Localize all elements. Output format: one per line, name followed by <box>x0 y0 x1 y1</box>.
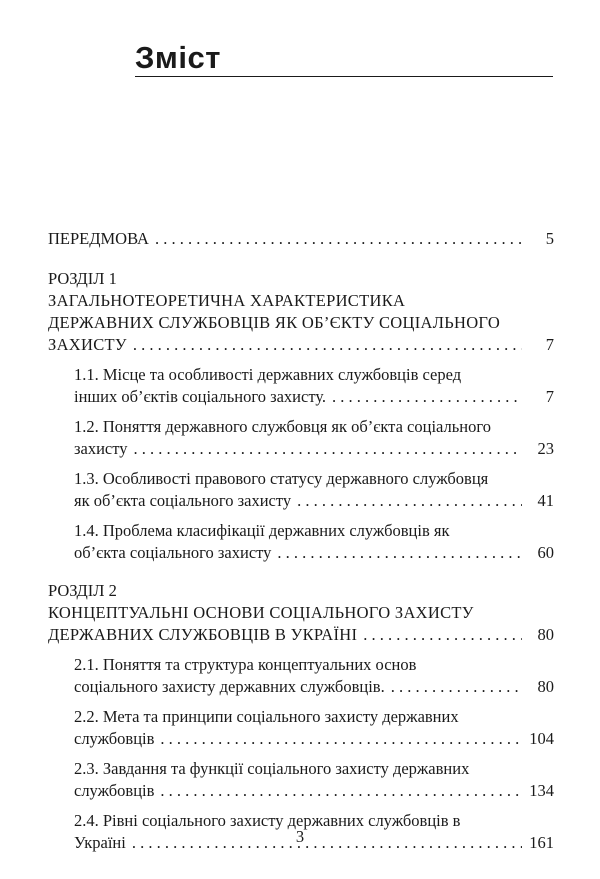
toc-entry-preface[interactable] <box>48 228 554 250</box>
toc-entry-title: 2.3. Завдання та функції соціального захисту державних <box>74 759 470 778</box>
toc-entry-title: 1.1. Місце та особливості державних службовців серед <box>74 365 462 384</box>
toc-entry-title: ЗАХИСТУ <box>48 335 127 354</box>
toc-page-number: 80 <box>537 625 554 644</box>
toc-entry-title-cont: інших об’єктів соціального захисту. <box>74 387 327 406</box>
dot-leader <box>133 334 522 356</box>
toc-entry-title: 1.3. Особливості правового статусу державного службовця <box>74 469 489 488</box>
chapter-1-title-line: ДЕРЖАВНИХ СЛУЖБОВЦІВ ЯК ОБ’ЄКТУ СОЦІАЛЬНОГО <box>48 313 501 332</box>
toc-entry-title-cont: об’єкта соціального захисту <box>74 543 272 562</box>
dot-leader <box>155 228 522 250</box>
toc-entry-title: ДЕРЖАВНИХ СЛУЖБОВЦІВ В УКРАЇНІ <box>48 625 358 644</box>
chapter-1-label: РОЗДІЛ 1 <box>48 269 117 288</box>
toc-entry-title-cont: захисту <box>74 439 128 458</box>
toc-page-number: 104 <box>529 729 554 748</box>
toc-entry-title: 1.2. Поняття державного службовця як об’єкта соціального <box>74 417 491 436</box>
toc-page-number: 5 <box>545 229 554 248</box>
toc-entry-title-cont: як об’єкта соціального захисту <box>74 491 292 510</box>
toc-entry-title: 2.1. Поняття та структура концептуальних основ <box>74 655 417 674</box>
dot-leader <box>160 728 522 750</box>
toc-entry-1-3[interactable] <box>74 468 554 512</box>
page-number: 3 <box>295 827 305 846</box>
dot-leader <box>134 438 523 460</box>
toc-entry-2-2[interactable] <box>74 706 554 750</box>
toc-entry-2-3[interactable] <box>74 758 554 802</box>
toc-entry-2-1[interactable] <box>74 654 554 698</box>
page-heading: Зміст <box>135 40 221 75</box>
table-of-contents <box>48 228 554 854</box>
toc-entry-title-cont: Україні <box>74 833 126 852</box>
heading-rule <box>135 76 553 77</box>
dot-leader <box>332 386 522 408</box>
toc-entry-title: 1.4. Проблема класифікації державних службовців як <box>74 521 450 540</box>
toc-page-number: 134 <box>529 781 554 800</box>
toc-entry-1-1[interactable] <box>74 364 554 408</box>
dot-leader <box>391 676 522 698</box>
toc-page-number: 41 <box>537 491 554 510</box>
toc-page-number: 7 <box>545 335 554 354</box>
toc-entry-1-4[interactable] <box>74 520 554 564</box>
chapter-2-label: РОЗДІЛ 2 <box>48 581 117 600</box>
toc-entry-title: ПЕРЕДМОВА <box>48 229 149 248</box>
toc-entry-title: 2.2. Мета та принципи соціального захисту державних <box>74 707 459 726</box>
toc-entry-title-cont: службовців <box>74 729 155 748</box>
chapter-1-title-line: ЗАГАЛЬНОТЕОРЕТИЧНА ХАРАКТЕРИСТИКА <box>48 291 406 310</box>
toc-entry-chapter-2[interactable] <box>48 624 554 646</box>
toc-page-number: 161 <box>529 833 554 852</box>
toc-entry-1-2[interactable] <box>74 416 554 460</box>
dot-leader <box>277 542 522 564</box>
toc-entry-title-cont: службовців <box>74 781 155 800</box>
dot-leader <box>297 490 522 512</box>
dot-leader <box>363 624 522 646</box>
toc-page-number: 23 <box>537 439 554 458</box>
toc-page-number: 7 <box>545 387 554 406</box>
toc-page-number: 60 <box>537 543 554 562</box>
toc-entry-title-cont: соціального захисту державних службовців. <box>74 677 385 696</box>
toc-entry-title: 2.4. Рівні соціального захисту державних службовців в <box>74 811 461 830</box>
dot-leader <box>160 780 522 802</box>
chapter-2-title-line: КОНЦЕПТУАЛЬНІ ОСНОВИ СОЦІАЛЬНОГО ЗАХИСТУ <box>48 603 474 622</box>
toc-page-number: 80 <box>537 677 554 696</box>
toc-entry-chapter-1[interactable] <box>48 334 554 356</box>
